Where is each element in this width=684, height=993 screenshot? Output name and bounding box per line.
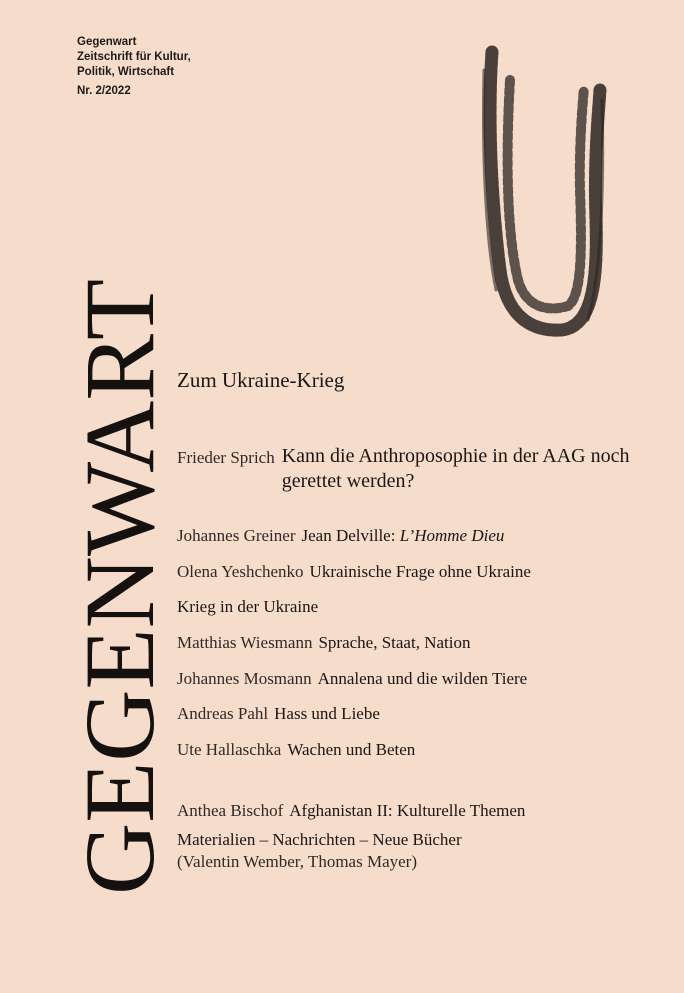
toc-item [177, 704, 380, 724]
toc-item [177, 801, 525, 821]
article-title: Ukrainische Frage ohne Ukraine [309, 562, 531, 581]
magazine-subtitle-line1: Zeitschrift für Kultur, [77, 51, 191, 63]
article-title: Kann die Anthroposophie in der AAG noch gerettet werden? [281, 445, 630, 492]
article-author: Anthea Bischof [177, 801, 284, 820]
article-author: Olena Yeshchenko [177, 562, 304, 581]
toc-item [177, 562, 531, 582]
toc-item [177, 633, 470, 653]
magazine-name: Gegenwart [77, 36, 137, 48]
article-author: Ute Hallaschka [177, 740, 282, 759]
toc-item [177, 669, 527, 689]
issue-number: Nr. 2/2022 [77, 85, 131, 97]
footer-title: Materialien – Nachrichten – Neue Bücher [177, 830, 462, 849]
article-author: Andreas Pahl [177, 704, 269, 723]
article-title: Krieg in der Ukraine [177, 597, 319, 616]
lead-heading: Zum Ukraine-Krieg [177, 368, 345, 392]
toc-item [177, 597, 318, 617]
article-author: Johannes Greiner [177, 526, 296, 545]
magazine-subtitle-line2: Politik, Wirtschaft [77, 66, 175, 78]
vertical-magazine-title: GEGENWART [64, 278, 175, 895]
toc-item [177, 740, 415, 760]
article-author: Johannes Mosmann [177, 669, 312, 688]
toc-item [177, 526, 504, 546]
article-title: Hass und Liebe [274, 704, 380, 723]
toc-footer-title [177, 830, 462, 850]
article-title: Sprache, Staat, Nation [318, 633, 471, 652]
article-title [302, 526, 505, 545]
masthead [77, 35, 191, 99]
article-title: Wachen und Beten [287, 740, 416, 759]
toc-footer-authors [177, 852, 417, 872]
table-of-contents [177, 368, 657, 871]
u-logo-icon [470, 40, 610, 345]
article-title: Afghanistan II: Kulturelle Themen [289, 801, 526, 820]
article-author: Matthias Wiesmann [177, 633, 313, 652]
featured-article [177, 444, 632, 494]
article-title-text: Jean Delville: [301, 526, 400, 545]
article-author: Frieder Sprich [177, 448, 275, 467]
footer-authors: (Valentin Wember, Thomas Mayer) [177, 852, 417, 871]
article-title: Annalena und die wilden Tiere [317, 669, 528, 688]
article-title-italic: L’Homme Dieu [399, 526, 505, 545]
